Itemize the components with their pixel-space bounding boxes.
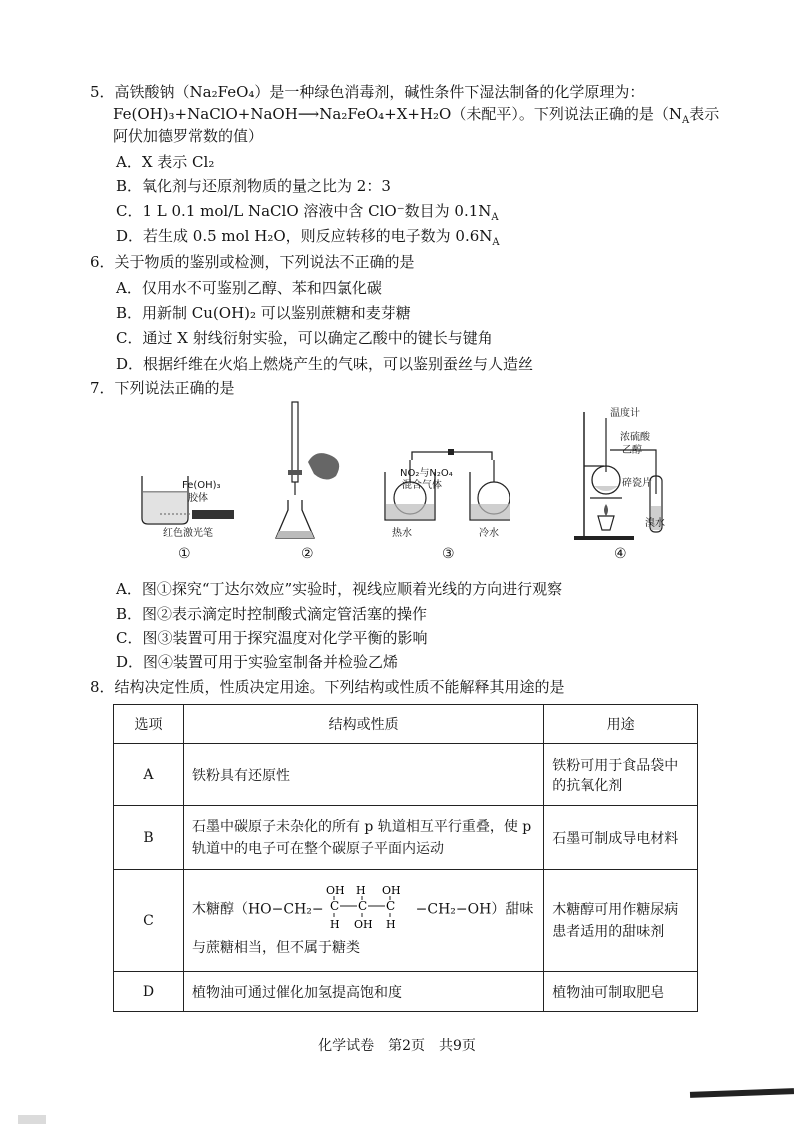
row-c-use: 木糖醇可用作糖尿病患者适用的甜味剂 — [544, 870, 698, 972]
xylitol-c1: C — [329, 899, 339, 913]
q5-option-d-text: D．若生成 0.5 mol H₂O，则反应转移的电子数为 0.6N — [116, 227, 493, 245]
q5-stem-line1: 5．高铁酸钠（Na₂FeO₄）是一种绿色消毒剂，碱性条件下湿法制备的化学原理为： — [90, 83, 645, 101]
q6-option-d: D．根据纤维在火焰上燃烧产生的气味，可以鉴别蚕丝与人造丝 — [116, 355, 534, 373]
q6-stem: 6．关于物质的鉴别或检测，下列说法不正确的是 — [90, 253, 415, 271]
row-b-property: 石墨中碳原子未杂化的所有 p 轨道相互平行重叠，使 p 轨道中的电子可在整个碳原子平面内运动 — [183, 806, 543, 870]
fig4-bromine-water: 溴水 — [645, 518, 665, 529]
header-use: 用途 — [544, 705, 698, 744]
q7-option-c: C．图③装置可用于探究温度对化学平衡的影响 — [116, 629, 428, 647]
fig3-cold-water: 冷水 — [479, 528, 499, 539]
q6-option-c: C．通过 X 射线衍射实验，可以确定乙酸中的键长与键角 — [116, 329, 493, 347]
q8-table — [113, 704, 698, 1012]
figure-4-ethylene — [570, 406, 700, 546]
header-option: 选项 — [114, 705, 184, 744]
xylitol-top-1: OH — [325, 884, 345, 897]
q5-option-c-text: C．1 L 0.1 mol/L NaClO 溶液中含 ClO⁻数目为 0.1N — [116, 202, 492, 220]
table-row — [114, 744, 698, 806]
fig4-number: ④ — [614, 546, 627, 562]
fig1-number: ① — [178, 546, 191, 562]
row-b-use: 石墨可制成导电材料 — [544, 806, 698, 870]
page-footer: 化学试卷 第2页 共9页 — [318, 1038, 476, 1054]
scan-edge-mark — [690, 1088, 794, 1098]
fig1-label-laser: 红色激光笔 — [163, 528, 213, 539]
table-row — [114, 870, 698, 972]
xylitol-prefix: 木糖醇（HO−CH₂− — [191, 901, 324, 918]
table-row — [114, 972, 698, 1012]
row-a-use: 铁粉可用于食品袋中的抗氧化剂 — [544, 744, 698, 806]
fig4-sulfuric: 浓硫酸 — [620, 432, 650, 443]
row-b-option: B — [114, 806, 184, 870]
header-property: 结构或性质 — [183, 705, 543, 744]
fig4-thermometer: 温度计 — [610, 408, 640, 419]
xylitol-structure — [324, 882, 416, 937]
q5-equation: Fe(OH)₃+NaClO+NaOH⟶Na₂FeO₄+X+H₂O（未配平）。下列说法正确的是（N — [113, 105, 682, 123]
fig4-porcelain: 碎瓷片 — [622, 478, 652, 489]
q5-option-d-sub: A — [492, 237, 500, 248]
q6-option-b: B．用新制 Cu(OH)₂ 可以鉴别蔗糖和麦芽糖 — [116, 304, 411, 322]
xylitol-bottom-1: H — [329, 918, 340, 930]
xylitol-c3: C — [385, 899, 395, 913]
table-header-row — [114, 705, 698, 744]
xylitol-suffix: −CH₂−OH）甜味与蔗糖相当，但不属于糖类 — [191, 901, 534, 956]
fig4-ethanol: 乙醇 — [622, 445, 642, 456]
q7-option-b: B．图②表示滴定时控制酸式滴定管活塞的操作 — [116, 605, 428, 623]
row-c-property — [183, 870, 543, 972]
hand-icon — [308, 453, 339, 479]
q6-option-a: A．仅用水不可鉴别乙醇、苯和四氯化碳 — [116, 279, 382, 297]
xylitol-c2: C — [357, 899, 367, 913]
q5-option-c-sub: A — [491, 212, 499, 223]
fig1-label-colloid: 胶体 — [188, 493, 208, 504]
figure-2-titration — [270, 400, 350, 545]
fig3-gas-label2: 混合气体 — [402, 480, 442, 491]
xylitol-top-2: H — [355, 884, 366, 897]
row-c-option: C — [114, 870, 184, 972]
laser-pen-icon — [192, 510, 234, 519]
q5-na-subscript: A — [681, 115, 690, 126]
q7-stem: 7．下列说法正确的是 — [90, 379, 235, 397]
xylitol-bottom-2: OH — [353, 918, 373, 930]
q5-option-d — [116, 226, 500, 253]
fig3-gas-label: NO₂与N₂O₄ — [400, 468, 453, 479]
row-d-use: 植物油可制取肥皂 — [544, 972, 698, 1012]
xylitol-bottom-3: H — [385, 918, 396, 930]
q5-stem-line3: 阿伏加德罗常数的值） — [113, 127, 264, 145]
xylitol-top-3: OH — [381, 884, 401, 897]
q8-stem: 8．结构决定性质，性质决定用途。下列结构或性质不能解释其用途的是 — [90, 678, 565, 696]
q5-option-a: A．X 表示 Cl₂ — [116, 153, 215, 171]
xylitol-structure-diagram — [324, 882, 416, 930]
figure-3-equilibrium — [380, 448, 510, 530]
fig3-number: ③ — [442, 546, 455, 562]
row-d-property: 植物油可通过催化加氢提高饱和度 — [183, 972, 543, 1012]
q7-figures — [130, 400, 700, 575]
row-a-option: A — [114, 744, 184, 806]
scan-corner-mark — [18, 1115, 46, 1124]
q5-stem-tail: 表示 — [689, 105, 720, 123]
row-d-option: D — [114, 972, 184, 1012]
q5-option-b: B．氧化剂与还原剂物质的量之比为 2：3 — [116, 177, 391, 195]
q7-option-d: D．图④装置可用于实验室制备并检验乙烯 — [116, 653, 399, 671]
q7-option-a: A．图①探究“丁达尔效应”实验时，视线应顺着光线的方向进行观察 — [116, 580, 563, 598]
row-a-property: 铁粉具有还原性 — [183, 744, 543, 806]
table-row — [114, 806, 698, 870]
fig2-number: ② — [301, 546, 314, 562]
q5-option-c — [116, 201, 499, 228]
fig1-label-feoh3: Fe(OH)₃ — [182, 480, 221, 491]
fig3-hot-water: 热水 — [392, 528, 412, 539]
